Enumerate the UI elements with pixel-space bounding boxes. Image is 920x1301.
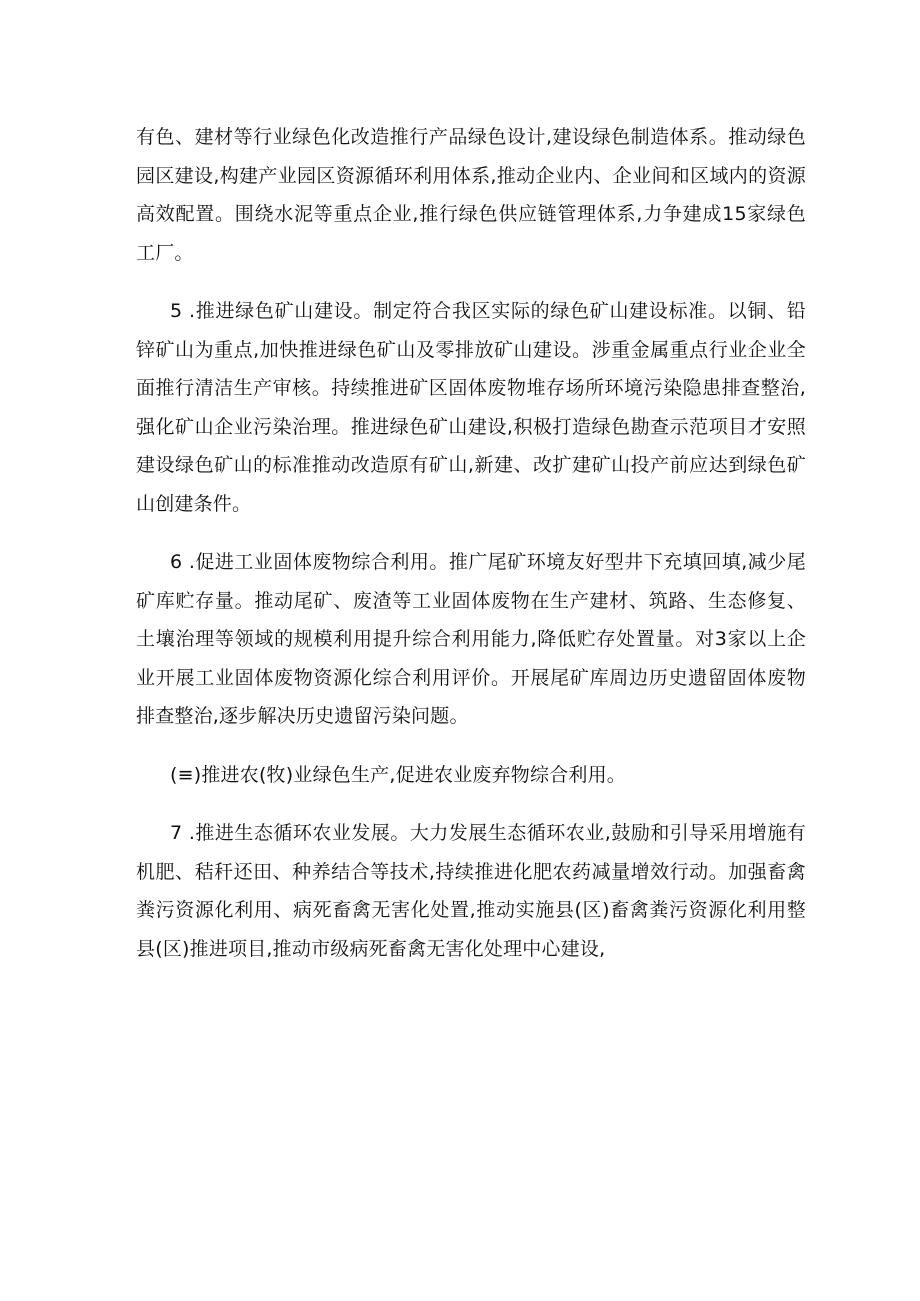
paragraph-spacer [136,794,806,814]
paragraph-spacer [136,736,806,756]
paragraph-solid-waste: 6 .促进工业固体废物综合利用。推广尾矿环境友好型井下充填回填,减少尾矿库贮存量。推动尾矿、废渣等工业固体废物在生产建材、筑路、生态修复、土壤治理等领域的规模利用提升综合利用能力,降低贮存处置量。对3家以上企业开展工业固体废物资源化综合利用评价。开展尾矿库周边历史遗留固体废物排查整治,逐步解决历史遗留污染问题。 [136,551,806,727]
section-heading-agriculture: (≡)推进农(牧)业绿色生产,促进农业废弃物综合利用。 [170,763,627,786]
paragraph-eco-agriculture: 7 .推进生态循环农业发展。大力发展生态循环农业,鼓励和引导采用增施有机肥、秸秆还田、种养结合等技术,持续推进化肥农药减量增效行动。加强畜禽粪污资源化利用、病死畜禽无害化处置,推动实施县(区)畜禽粪污资源化利用整县(区)推进项目,推动市级病死畜禽无害化处理中心建设, [136,822,806,960]
paragraph-green-mines: 5 .推进绿色矿山建设。制定符合我区实际的绿色矿山建设标准。以铜、铅锌矿山为重点,加快推进绿色矿山及零排放矿山建设。涉重金属重点行业企业全面推行清洁生产审核。持续推进矿区固体废物堆存场所环境污染隐患排查整治,强化矿山企业污染治理。推进绿色矿山建设,积极打造绿色勘查示范项目才安照建设绿色矿山的标准推动改造原有矿山,新建、改扩建矿山投产前应达到绿色矿山创建条件。 [136,300,806,515]
document-body [136,118,806,968]
paragraph-spacer [136,523,806,543]
paragraph-green-manufacturing: 有色、建材等行业绿色化改造推行产品绿色设计,建设绿色制造体系。推动绿色园区建设,构建产业园区资源循环利用体系,推动企业内、企业间和区域内的资源高效配置。围绕水泥等重点企业,推行绿色供应链管理体系,力争建成15家绿色工厂。 [136,126,806,264]
paragraph-spacer [136,272,806,292]
